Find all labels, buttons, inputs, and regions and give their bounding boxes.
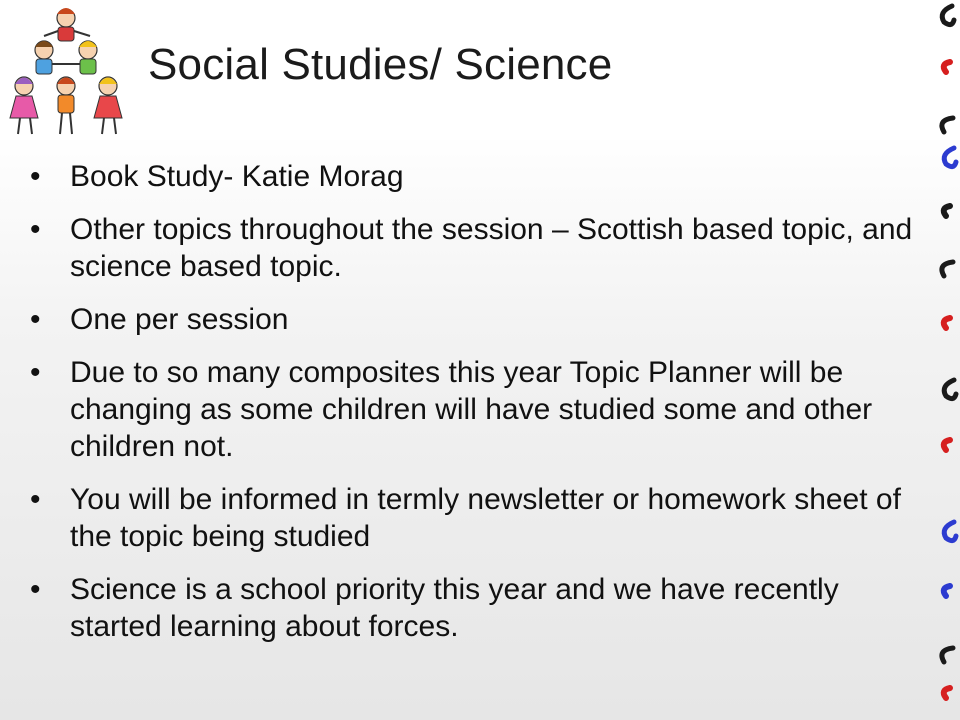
bullet-glyph: •	[30, 213, 41, 246]
bullet-glyph: •	[30, 160, 41, 193]
bullet-glyph: •	[30, 573, 41, 606]
bullet-text: One per session	[70, 303, 289, 336]
bullet-text: Due to so many composites this year Topic Planner will be changing as some children will have studied some and other children not.	[70, 356, 873, 463]
list-item	[30, 354, 925, 465]
slide-title: Social Studies/ Science	[148, 40, 613, 89]
list-item	[30, 571, 925, 645]
bullet-text: Other topics throughout the session – Scottish based topic, and science based topic.	[70, 213, 913, 283]
bullet-glyph: •	[30, 303, 41, 336]
list-item	[30, 211, 925, 285]
children-pyramid-icon	[4, 4, 128, 138]
curly-border-icon	[920, 0, 960, 720]
bullet-glyph: •	[30, 356, 41, 389]
bullet-glyph: •	[30, 483, 41, 516]
bullet-list	[30, 158, 925, 661]
bullet-text: You will be informed in termly newsletter or homework sheet of the topic being studied	[70, 483, 901, 553]
list-item	[30, 301, 925, 338]
list-item	[30, 158, 925, 195]
bullet-text: Science is a school priority this year and we have recently started learning about forces.	[70, 573, 839, 643]
list-item	[30, 481, 925, 555]
bullet-text: Book Study- Katie Morag	[70, 160, 404, 193]
